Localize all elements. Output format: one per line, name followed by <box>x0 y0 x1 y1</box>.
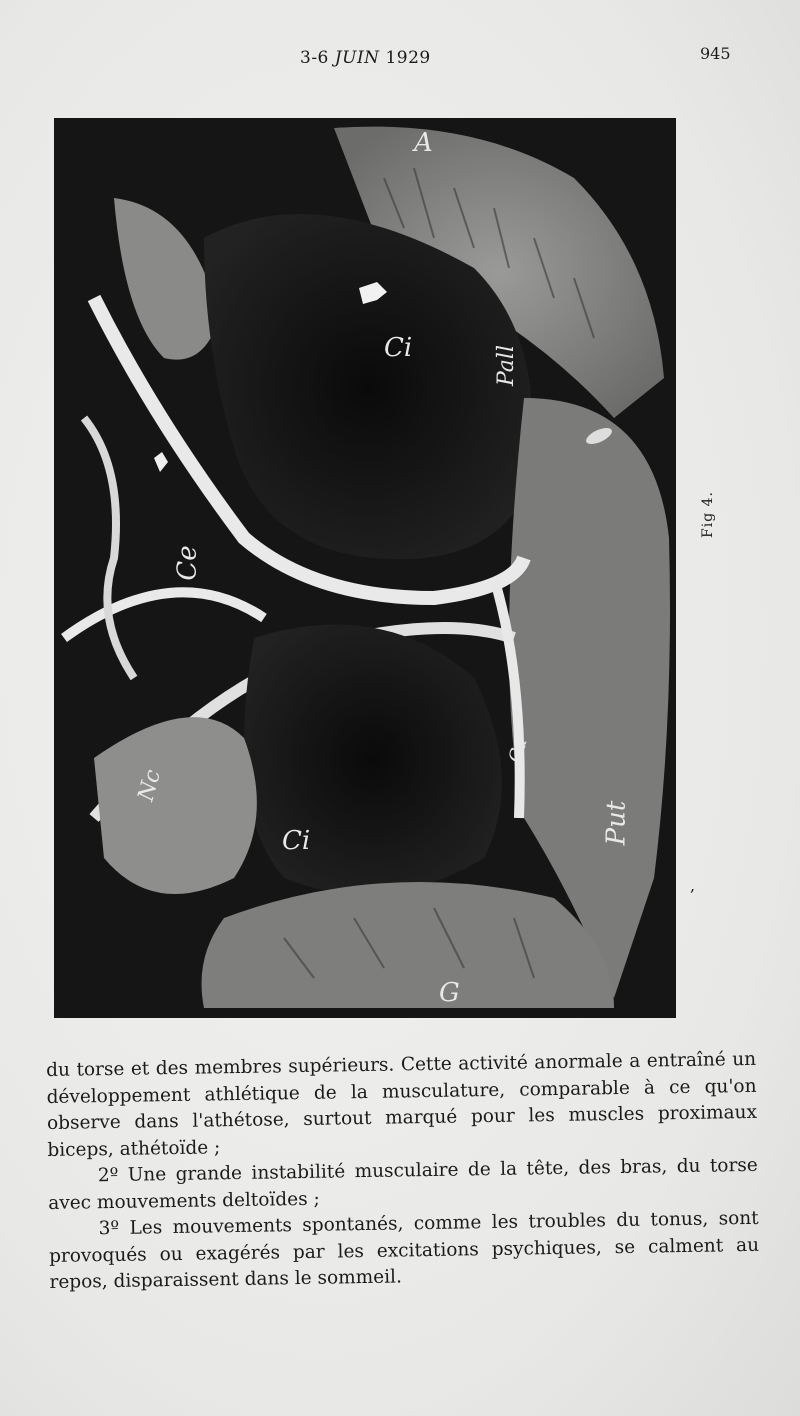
label-ce: Ce <box>172 545 203 581</box>
running-header-date <box>300 48 431 68</box>
paragraph-2: 2º Une grande instabilité musculaire de la tête, des bras, du torse avec mouvements deltoïdes ; <box>48 1154 758 1214</box>
label-ca: Ca <box>504 735 532 766</box>
body-text <box>46 1047 760 1297</box>
page-number: 945 <box>700 44 731 63</box>
header-date-day: 3-6 <box>300 48 329 68</box>
label-ci-upper: Ci <box>384 333 413 363</box>
brain-section-image <box>54 118 676 1018</box>
label-g: G <box>439 978 460 1008</box>
histology-figure <box>54 118 676 1018</box>
label-a: A <box>414 128 433 158</box>
header-date-year: 1929 <box>385 48 431 68</box>
margin-mark: , <box>690 876 696 895</box>
label-nc: Nc <box>133 767 166 804</box>
label-pall: Pall <box>494 344 520 387</box>
label-ci-lower: Ci <box>282 826 311 856</box>
figure-caption: Fig 4. <box>700 491 716 538</box>
label-put: Put <box>601 800 632 846</box>
paragraph-1: du torse et des membres supérieurs. Cette activité anormale a entraîné un développement athlétique de la musculature, comparable à ce qu'on observe dans l'athétose, surtout marqué pour les muscles proximaux biceps, athétoïde ; <box>46 1048 758 1161</box>
header-date-month: JUIN <box>334 48 380 68</box>
region-nc <box>94 717 257 894</box>
paragraph-3: 3º Les mouvements spontanés, comme les troubles du tonus, sont provoqués ou exagérés par les excitations psychiques, se calment au repos, disparaissent dans le sommeil. <box>48 1207 760 1293</box>
